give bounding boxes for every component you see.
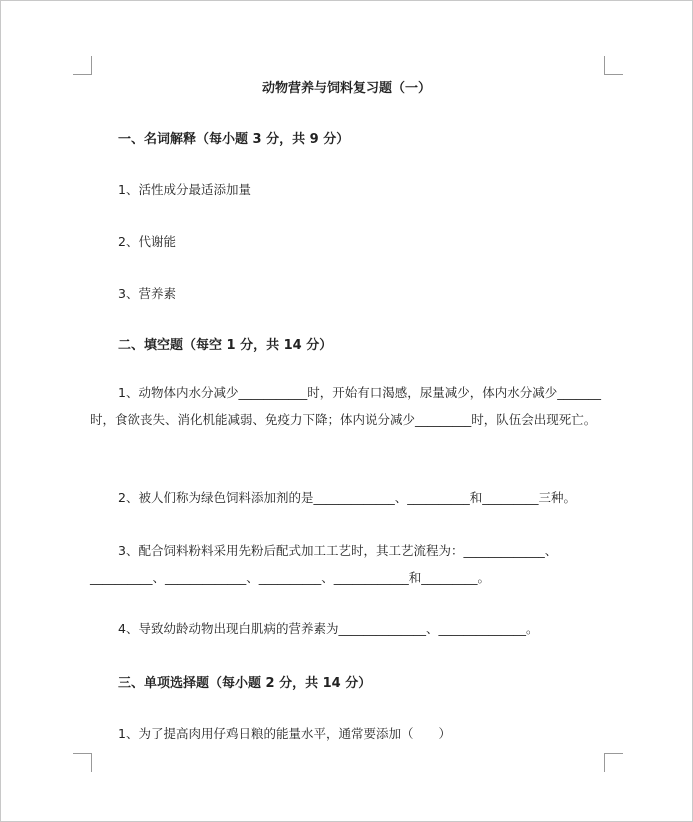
question-item: 1、活性成分最适添加量 (118, 182, 251, 197)
question-item: 1、动物体内水分减少___________时，开始有口渴感，尿量减少，体内水分减少_______时，食欲丧失、消化机能减弱、免疫力下降；体内说分减少_________时，队伍会出现死亡。 (90, 385, 601, 427)
section-heading-2: 二、填空题（每空 1 分，共 14 分） (118, 338, 333, 353)
question-item: 3、配合饲料粉料采用先粉后配式加工工艺时，其工艺流程为：_____________、__________、_____________、__________、____________和_________。 (90, 543, 558, 585)
section-heading-3: 三、单项选择题（每小题 2 分，共 14 分） (118, 676, 372, 691)
question-item: 2、被人们称为绿色饲料添加剂的是_____________、__________和_________三种。 (118, 490, 576, 505)
question-item: 1、为了提高肉用仔鸡日粮的能量水平，通常要添加（ ） (118, 726, 451, 741)
question-item: 3、营养素 (118, 286, 176, 301)
margin-corner-top-left (73, 56, 92, 75)
margin-corner-bottom-right (604, 753, 623, 772)
margin-corner-bottom-left (73, 753, 92, 772)
document-title: 动物营养与饲料复习题（一） (261, 81, 431, 96)
question-item: 4、导致幼龄动物出现白肌病的营养素为______________、______________。 (118, 621, 539, 636)
margin-corner-top-right (604, 56, 623, 75)
section-heading-1: 一、名词解释（每小题 3 分，共 9 分） (118, 132, 350, 147)
question-item: 2、代谢能 (118, 234, 176, 249)
